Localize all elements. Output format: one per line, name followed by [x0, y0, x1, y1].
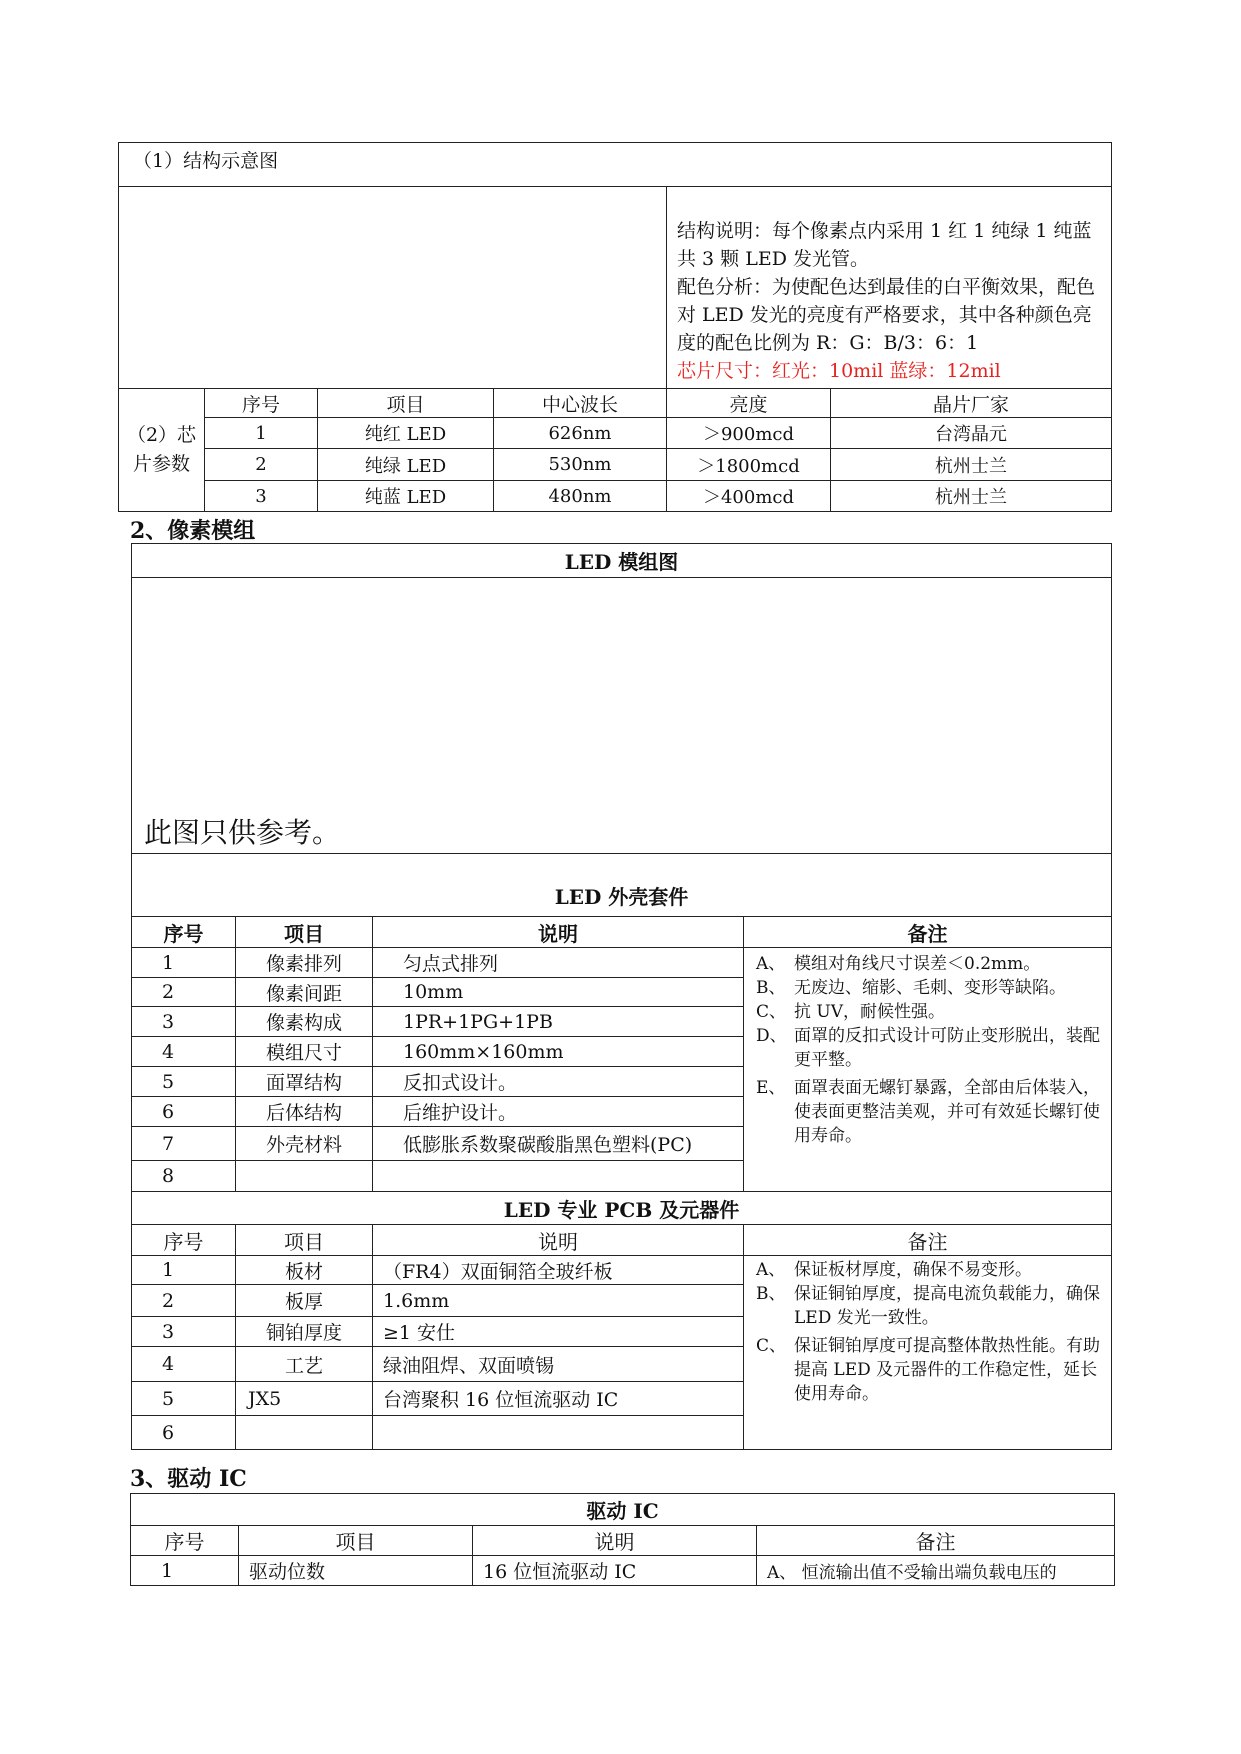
- shell-note-text: 面罩表面无螺钉暴露，全部由后体装入，使表面更整洁美观，并可有效延长螺钉使用寿命。: [794, 1078, 1100, 1146]
- shell-cell: 像素间距: [236, 978, 373, 1007]
- section-heading-pixel-module: 2、像素模组: [130, 518, 256, 544]
- shell-cell: 5: [132, 1067, 236, 1097]
- ic-cell: 驱动位数: [239, 1556, 473, 1586]
- structure-diagram-title: （1）结构示意图: [119, 143, 1112, 187]
- section-heading-driver-ic: 3、驱动 IC: [130, 1466, 247, 1492]
- shell-cell: 像素构成: [236, 1007, 373, 1037]
- structure-description: [667, 187, 1112, 389]
- chip-cell: 纯绿 LED: [318, 449, 494, 481]
- shell-note-letter: D、: [756, 1026, 787, 1046]
- chip-cell: 杭州士兰: [831, 449, 1112, 481]
- shell-cell: 后维护设计。: [373, 1097, 744, 1127]
- shell-cell: 7: [132, 1127, 236, 1161]
- shell-cell: [236, 1161, 373, 1192]
- pcb-cell: 板材: [236, 1256, 373, 1285]
- chip-header-item: 项目: [318, 389, 494, 418]
- pcb-note: [756, 1258, 1105, 1282]
- chip-cell: 2: [205, 449, 318, 481]
- pcb-header-no: 序号: [132, 1225, 236, 1256]
- shell-note: [756, 976, 1105, 1000]
- pcb-cell: [236, 1416, 373, 1450]
- shell-note-text: 抗 UV，耐候性强。: [794, 1002, 946, 1022]
- shell-cell: 6: [132, 1097, 236, 1127]
- pcb-cell: 绿油阻焊、双面喷锡: [373, 1347, 744, 1382]
- shell-header-desc: 说明: [373, 917, 744, 948]
- shell-note-letter: B、: [756, 978, 786, 998]
- shell-note-letter: A、: [756, 954, 786, 974]
- shell-cell: 低膨胀系数聚碳酸脂黑色塑料(PC): [373, 1127, 744, 1161]
- ic-row: [131, 1556, 1115, 1586]
- chip-header-wavelength: 中心波长: [494, 389, 667, 418]
- shell-cell: 160mm×160mm: [373, 1037, 744, 1067]
- pcb-cell: 台湾聚积 16 位恒流驱动 IC: [373, 1382, 744, 1416]
- shell-note-letter: C、: [756, 1002, 787, 1022]
- chip-cell: 1: [205, 418, 318, 449]
- shell-cell: 像素排列: [236, 948, 373, 978]
- pcb-remarks: [744, 1256, 1112, 1450]
- shell-cell: 2: [132, 978, 236, 1007]
- shell-cell: 面罩结构: [236, 1067, 373, 1097]
- pcb-cell: 6: [132, 1416, 236, 1450]
- chip-cell: ＞900mcd: [667, 418, 831, 449]
- module-table: [131, 543, 1112, 1450]
- ic-header-item: 项目: [239, 1526, 473, 1556]
- shell-header-remark: 备注: [744, 917, 1112, 948]
- chip-size-text: 芯片尺寸：红光：10mil 蓝绿：12mil: [677, 360, 1001, 382]
- shell-cell: 8: [132, 1161, 236, 1192]
- shell-cell: 10mm: [373, 978, 744, 1007]
- pcb-cell: （FR4）双面铜箔全玻纤板: [373, 1256, 744, 1285]
- shell-note-text: 面罩的反扣式设计可防止变形脱出，装配更平整。: [794, 1026, 1100, 1070]
- chip-row: [119, 449, 1112, 481]
- chip-cell: 纯蓝 LED: [318, 481, 494, 512]
- shell-note: [756, 1076, 1105, 1148]
- pcb-cell: JX5: [236, 1382, 373, 1416]
- structure-description-text: 结构说明：每个像素点内采用 1 红 1 纯绿 1 纯蓝共 3 颗 LED 发光管。: [677, 220, 1092, 270]
- chip-header-no: 序号: [205, 389, 318, 418]
- shell-cell: 1: [132, 948, 236, 978]
- shell-header-no: 序号: [132, 917, 236, 948]
- chip-cell: 杭州士兰: [831, 481, 1112, 512]
- pcb-note-text: 保证铜铂厚度可提高整体散热性能。有助提高 LED 及元器件的工作稳定性，延长使用寿命。: [794, 1336, 1100, 1404]
- shell-note-letter: E、: [756, 1078, 786, 1098]
- shell-cell: 3: [132, 1007, 236, 1037]
- chip-params-label: （2）芯片参数: [119, 389, 205, 512]
- shell-cell: 匀点式排列: [373, 948, 744, 978]
- pcb-cell: 5: [132, 1382, 236, 1416]
- structure-diagram-area: [119, 187, 667, 389]
- pcb-header-item: 项目: [236, 1225, 373, 1256]
- pcb-note-letter: B、: [756, 1284, 786, 1304]
- pcb-note-letter: C、: [756, 1336, 787, 1356]
- pcb-note-text: 保证铜铂厚度，提高电流负载能力，确保 LED 发光一致性。: [794, 1284, 1100, 1328]
- chip-row: [119, 481, 1112, 512]
- ic-header-remark: 备注: [757, 1526, 1115, 1556]
- chip-cell: 3: [205, 481, 318, 512]
- module-diagram-title: LED 模组图: [132, 544, 1112, 578]
- shell-note-text: 无废边、缩影、毛刺、变形等缺陷。: [794, 978, 1066, 998]
- color-analysis-text: 配色分析：为使配色达到最佳的白平衡效果，配色对 LED 发光的亮度有严格要求，其中各种颜色亮度的配色比例为 R：G：B/3：6：1: [677, 276, 1096, 354]
- pcb-title: LED 专业 PCB 及元器件: [132, 1192, 1112, 1225]
- chip-row: [119, 418, 1112, 449]
- pcb-cell: 板厚: [236, 1285, 373, 1317]
- shell-cell: 模组尺寸: [236, 1037, 373, 1067]
- shell-note-text: 模组对角线尺寸误差＜0.2mm。: [794, 954, 1041, 974]
- shell-header-item: 项目: [236, 917, 373, 948]
- pcb-cell: 铜铂厚度: [236, 1317, 373, 1347]
- pcb-row: [132, 1256, 1112, 1285]
- ic-cell: A、 恒流输出值不受输出端负载电压的: [757, 1556, 1115, 1586]
- chip-cell: 480nm: [494, 481, 667, 512]
- shell-cell: [373, 1161, 744, 1192]
- pcb-header-remark: 备注: [744, 1225, 1112, 1256]
- shell-cell: 后体结构: [236, 1097, 373, 1127]
- chip-header-vendor: 晶片厂家: [831, 389, 1112, 418]
- module-diagram-note: 此图只供参考。: [144, 816, 341, 849]
- structure-table: [118, 142, 1112, 512]
- chip-header-brightness: 亮度: [667, 389, 831, 418]
- pcb-note: [756, 1282, 1105, 1330]
- shell-remarks: [744, 948, 1112, 1192]
- pcb-cell: [373, 1416, 744, 1450]
- pcb-note-text: 保证板材厚度，确保不易变形。: [794, 1260, 1032, 1280]
- pcb-note: [756, 1334, 1105, 1406]
- chip-cell: ＞400mcd: [667, 481, 831, 512]
- shell-note: [756, 1000, 1105, 1024]
- pcb-header-desc: 说明: [373, 1225, 744, 1256]
- driver-ic-title: 驱动 IC: [131, 1494, 1115, 1526]
- chip-cell: ＞1800mcd: [667, 449, 831, 481]
- shell-note: [756, 952, 1105, 976]
- shell-cell: 反扣式设计。: [373, 1067, 744, 1097]
- module-diagram-area: [132, 578, 1112, 854]
- chip-cell: 台湾晶元: [831, 418, 1112, 449]
- ic-cell: 1: [131, 1556, 239, 1586]
- pcb-cell: 工艺: [236, 1347, 373, 1382]
- chip-cell: 530nm: [494, 449, 667, 481]
- ic-header-no: 序号: [131, 1526, 239, 1556]
- shell-note: [756, 1024, 1105, 1072]
- shell-row: [132, 948, 1112, 978]
- chip-cell: 纯红 LED: [318, 418, 494, 449]
- shell-cell: 4: [132, 1037, 236, 1067]
- shell-cell: 1PR+1PG+1PB: [373, 1007, 744, 1037]
- pcb-cell: 2: [132, 1285, 236, 1317]
- chip-cell: 626nm: [494, 418, 667, 449]
- pcb-cell: 1.6mm: [373, 1285, 744, 1317]
- pcb-cell: ≥1 安仕: [373, 1317, 744, 1347]
- pcb-cell: 1: [132, 1256, 236, 1285]
- driver-ic-table: [130, 1493, 1115, 1586]
- pcb-cell: 4: [132, 1347, 236, 1382]
- pcb-cell: 3: [132, 1317, 236, 1347]
- ic-header-desc: 说明: [473, 1526, 757, 1556]
- shell-kit-title: LED 外壳套件: [132, 854, 1112, 917]
- shell-cell: 外壳材料: [236, 1127, 373, 1161]
- pcb-note-letter: A、: [756, 1260, 786, 1280]
- ic-cell: 16 位恒流驱动 IC: [473, 1556, 757, 1586]
